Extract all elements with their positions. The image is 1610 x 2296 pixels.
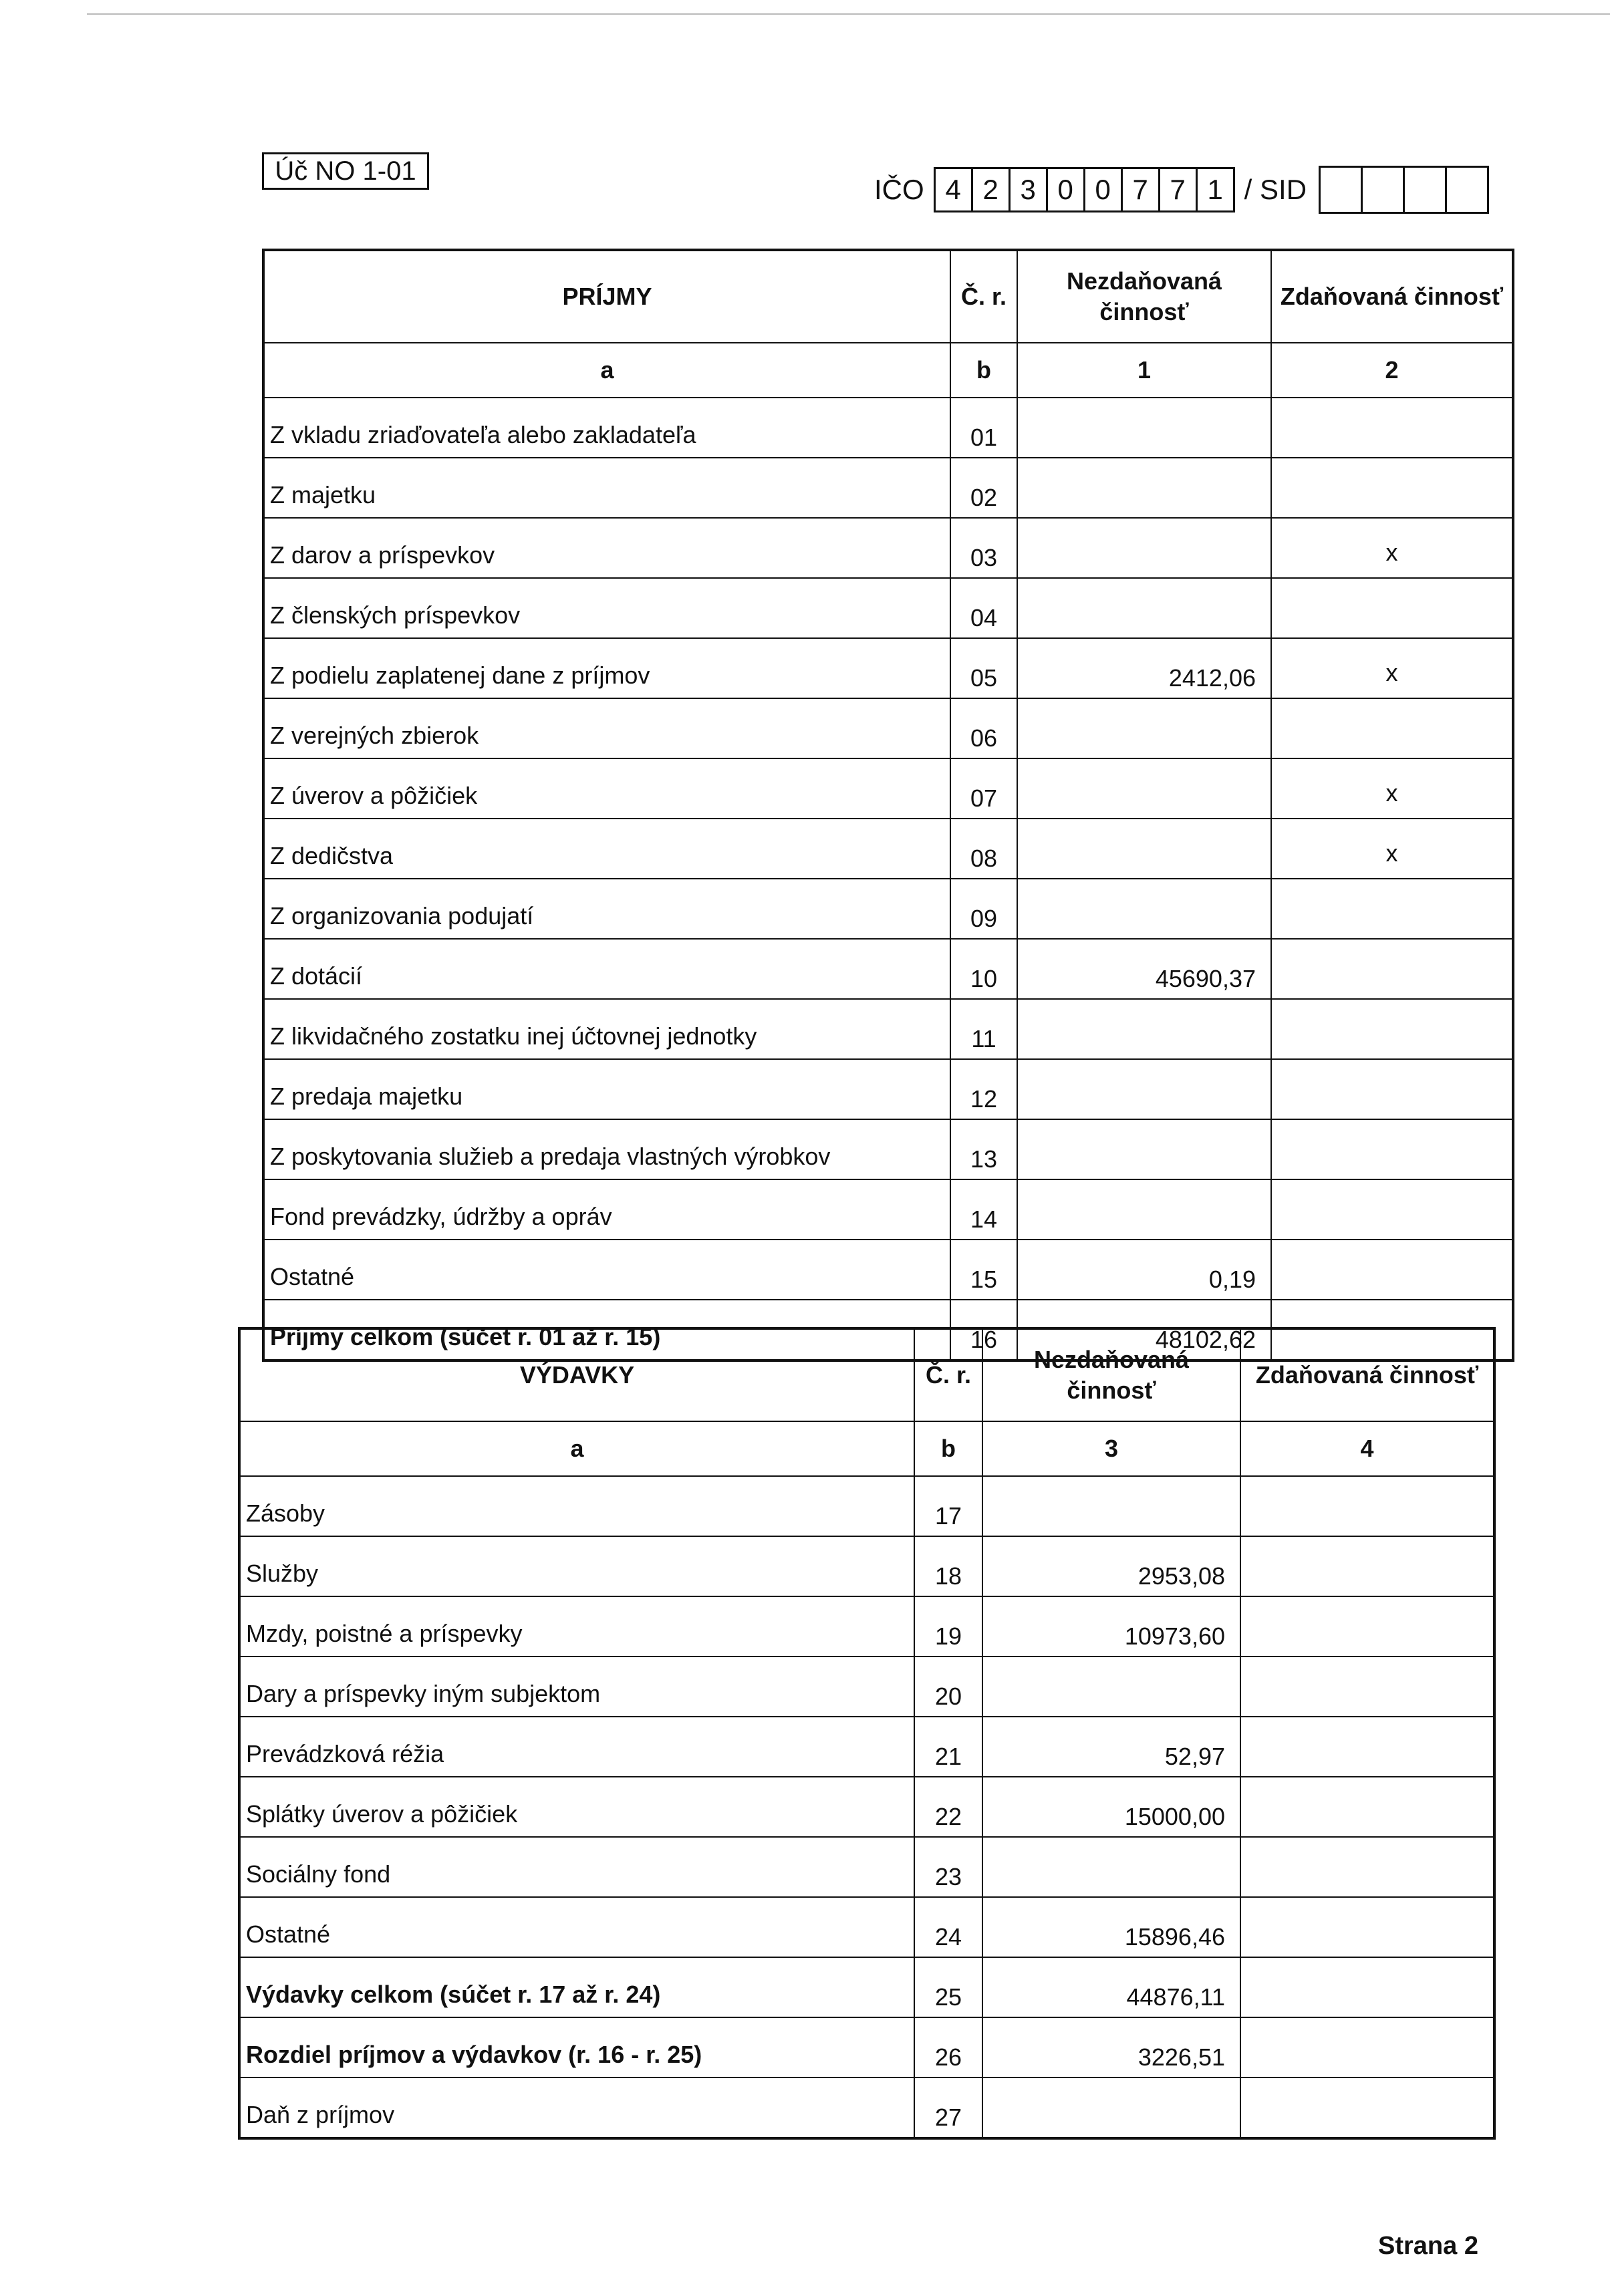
ico-boxes (934, 167, 1235, 212)
sid-box (1363, 168, 1405, 212)
expense-col-taxed: Zdaňovaná činnosť (1240, 1328, 1494, 1421)
income-row-taxed-value (1271, 1059, 1513, 1119)
income-row-number: 15 (950, 1240, 1017, 1300)
income-row-taxed-value (1271, 999, 1513, 1059)
income-row-number: 04 (950, 578, 1017, 638)
expense-table (238, 1327, 1496, 2140)
income-row-label: Ostatné (263, 1240, 950, 1300)
ico-digit: 3 (1011, 169, 1048, 210)
expense-row-taxed-value (1240, 1717, 1494, 1777)
expense-row-number: 18 (914, 1536, 982, 1596)
table-row (263, 458, 1513, 518)
income-row-label: Príjmy celkom (súčet r. 01 až r. 15) (263, 1300, 950, 1360)
table-row (263, 999, 1513, 1059)
expense-row-taxed-value (1240, 1897, 1494, 1957)
income-row-label: Z darov a príspevkov (263, 518, 950, 578)
table-row (239, 1897, 1494, 1957)
income-row-untaxed-value (1017, 1119, 1271, 1179)
income-row-untaxed-value (1017, 819, 1271, 879)
expense-sub-a: a (239, 1421, 914, 1476)
income-row-label: Z úverov a pôžičiek (263, 758, 950, 819)
table-row (263, 1179, 1513, 1240)
table-row (263, 879, 1513, 939)
income-row-number: 05 (950, 638, 1017, 698)
table-row (263, 518, 1513, 578)
expense-row-label: Mzdy, poistné a príspevky (239, 1596, 914, 1657)
expense-row-label: Služby (239, 1536, 914, 1596)
expense-subheader-row (239, 1421, 1494, 1476)
table-row (263, 578, 1513, 638)
income-row-untaxed-value: 2412,06 (1017, 638, 1271, 698)
expense-row-label: Dary a príspevky iným subjektom (239, 1657, 914, 1717)
ico-digit: 4 (936, 169, 973, 210)
expense-row-number: 23 (914, 1837, 982, 1897)
income-row-number: 06 (950, 698, 1017, 758)
income-row-label: Z členských príspevkov (263, 578, 950, 638)
expense-row-number: 27 (914, 2077, 982, 2138)
income-body (263, 398, 1513, 1360)
expense-row-number: 17 (914, 1476, 982, 1536)
income-row-untaxed-value: 45690,37 (1017, 939, 1271, 999)
income-table (262, 249, 1514, 1362)
income-row-untaxed-value (1017, 698, 1271, 758)
income-row-untaxed-value (1017, 999, 1271, 1059)
table-row (239, 1476, 1494, 1536)
expense-row-taxed-value (1240, 2077, 1494, 2138)
income-sub-1: 1 (1017, 343, 1271, 398)
income-row-taxed-value (1271, 458, 1513, 518)
expense-row-number: 20 (914, 1657, 982, 1717)
form-code: Úč NO 1-01 (262, 152, 429, 190)
income-title: PRÍJMY (263, 250, 950, 343)
table-row (239, 1536, 1494, 1596)
ico-label: IČO (874, 174, 924, 205)
income-row-number: 09 (950, 879, 1017, 939)
expense-row-taxed-value (1240, 1837, 1494, 1897)
table-row (239, 2017, 1494, 2077)
table-row (263, 638, 1513, 698)
sid-box (1321, 168, 1363, 212)
expense-row-untaxed-value: 10973,60 (982, 1596, 1240, 1657)
income-row-taxed-value (1271, 1179, 1513, 1240)
expense-row-untaxed-value: 3226,51 (982, 2017, 1240, 2077)
income-col-row: Č. r. (950, 250, 1017, 343)
expense-row-taxed-value (1240, 1777, 1494, 1837)
income-row-untaxed-value (1017, 398, 1271, 458)
expense-row-untaxed-value: 15000,00 (982, 1777, 1240, 1837)
expense-row-number: 22 (914, 1777, 982, 1837)
expense-sub-3: 3 (982, 1421, 1240, 1476)
income-row-label: Z poskytovania služieb a predaja vlastných výrobkov (263, 1119, 950, 1179)
income-row-number: 08 (950, 819, 1017, 879)
table-row (263, 1240, 1513, 1300)
income-row-untaxed-value (1017, 518, 1271, 578)
expense-row-label: Ostatné (239, 1897, 914, 1957)
expense-row-taxed-value (1240, 1476, 1494, 1536)
income-row-number: 03 (950, 518, 1017, 578)
income-row-label: Z dedičstva (263, 819, 950, 879)
table-row (263, 398, 1513, 458)
expense-row-taxed-value (1240, 2017, 1494, 2077)
ico-digit: 7 (1123, 169, 1160, 210)
table-row (239, 1657, 1494, 1717)
income-row-number: 16 (950, 1300, 1017, 1360)
ico-sid-header (874, 166, 1489, 214)
table-row (263, 1119, 1513, 1179)
expense-row-untaxed-value: 44876,11 (982, 1957, 1240, 2017)
expense-row-untaxed-value: 15896,46 (982, 1897, 1240, 1957)
table-row (263, 698, 1513, 758)
expense-body (239, 1476, 1494, 2138)
expense-row-taxed-value (1240, 1596, 1494, 1657)
table-row (239, 1777, 1494, 1837)
expense-row-taxed-value (1240, 1957, 1494, 2017)
income-row-label: Z majetku (263, 458, 950, 518)
income-row-taxed-value (1271, 939, 1513, 999)
income-row-number: 11 (950, 999, 1017, 1059)
expense-row-label: Rozdiel príjmov a výdavkov (r. 16 - r. 25) (239, 2017, 914, 2077)
ico-digit: 7 (1160, 169, 1198, 210)
income-sub-a: a (263, 343, 950, 398)
sid-boxes (1319, 166, 1489, 214)
income-row-taxed-value (1271, 1240, 1513, 1300)
income-row-taxed-value (1271, 398, 1513, 458)
income-row-label: Z organizovania podujatí (263, 879, 950, 939)
income-row-untaxed-value: 48102,62 (1017, 1300, 1271, 1360)
sid-box (1405, 168, 1447, 212)
table-row (263, 939, 1513, 999)
income-row-untaxed-value (1017, 879, 1271, 939)
income-row-number: 07 (950, 758, 1017, 819)
income-row-label: Z dotácií (263, 939, 950, 999)
income-header-row (263, 250, 1513, 343)
expense-row-number: 25 (914, 1957, 982, 2017)
table-row (239, 2077, 1494, 2138)
ico-digit: 0 (1085, 169, 1123, 210)
income-row-untaxed-value (1017, 578, 1271, 638)
income-sub-b: b (950, 343, 1017, 398)
table-row (239, 1717, 1494, 1777)
expense-title: VÝDAVKY (239, 1328, 914, 1421)
income-row-taxed-value: x (1271, 518, 1513, 578)
expense-row-number: 21 (914, 1717, 982, 1777)
expense-row-label: Prevádzková réžia (239, 1717, 914, 1777)
table-row (239, 1957, 1494, 2017)
ico-digit: 1 (1207, 174, 1223, 205)
expense-row-untaxed-value: 52,97 (982, 1717, 1240, 1777)
income-row-label: Z vkladu zriaďovateľa alebo zakladateľa (263, 398, 950, 458)
expense-row-label: Výdavky celkom (súčet r. 17 až r. 24) (239, 1957, 914, 2017)
income-row-label: Z predaja majetku (263, 1059, 950, 1119)
ico-digit: 0 (1048, 169, 1085, 210)
income-row-taxed-value: x (1271, 819, 1513, 879)
page-number: Strana 2 (1378, 2232, 1478, 2260)
income-row-label: Z podielu zaplatenej dane z príjmov (263, 638, 950, 698)
top-rule (87, 13, 1610, 15)
expense-row-number: 19 (914, 1596, 982, 1657)
income-row-untaxed-value (1017, 458, 1271, 518)
expense-row-label: Splátky úverov a pôžičiek (239, 1777, 914, 1837)
income-row-untaxed-value (1017, 1179, 1271, 1240)
income-row-label: Z likvidačného zostatku inej účtovnej jednotky (263, 999, 950, 1059)
expense-sub-b: b (914, 1421, 982, 1476)
income-row-label: Fond prevádzky, údržby a opráv (263, 1179, 950, 1240)
income-row-label: Z verejných zbierok (263, 698, 950, 758)
expense-row-untaxed-value (982, 2077, 1240, 2138)
income-row-number: 13 (950, 1119, 1017, 1179)
ico-digit: 2 (973, 169, 1011, 210)
expense-row-label: Sociálny fond (239, 1837, 914, 1897)
sid-label: / SID (1244, 174, 1307, 205)
table-row (263, 1059, 1513, 1119)
income-row-untaxed-value: 0,19 (1017, 1240, 1271, 1300)
expense-row-untaxed-value (982, 1837, 1240, 1897)
expense-row-label: Daň z príjmov (239, 2077, 914, 2138)
table-row (263, 819, 1513, 879)
income-row-number: 01 (950, 398, 1017, 458)
income-row-taxed-value (1271, 578, 1513, 638)
expense-sub-4: 4 (1240, 1421, 1494, 1476)
income-sub-2: 2 (1271, 343, 1513, 398)
expense-header-row (239, 1328, 1494, 1421)
expense-col-row: Č. r. (914, 1328, 982, 1421)
expense-row-untaxed-value (982, 1657, 1240, 1717)
expense-row-untaxed-value: 2953,08 (982, 1536, 1240, 1596)
expense-row-taxed-value (1240, 1657, 1494, 1717)
income-row-taxed-value: x (1271, 758, 1513, 819)
income-row-number: 12 (950, 1059, 1017, 1119)
income-subheader-row (263, 343, 1513, 398)
expense-row-label: Zásoby (239, 1476, 914, 1536)
income-row-taxed-value (1271, 879, 1513, 939)
table-row (239, 1596, 1494, 1657)
income-col-untaxed: Nezdaňovaná činnosť (1017, 250, 1271, 343)
income-row-taxed-value: x (1271, 638, 1513, 698)
income-row-number: 10 (950, 939, 1017, 999)
expense-col-untaxed: Nezdaňovaná činnosť (982, 1328, 1240, 1421)
expense-row-number: 24 (914, 1897, 982, 1957)
income-col-taxed: Zdaňovaná činnosť (1271, 250, 1513, 343)
income-row-taxed-value (1271, 1119, 1513, 1179)
expense-row-untaxed-value (982, 1476, 1240, 1536)
sid-box (1447, 168, 1487, 212)
income-row-untaxed-value (1017, 1059, 1271, 1119)
table-row (263, 758, 1513, 819)
income-row-number: 14 (950, 1179, 1017, 1240)
expense-row-number: 26 (914, 2017, 982, 2077)
expense-row-taxed-value (1240, 1536, 1494, 1596)
income-row-untaxed-value (1017, 758, 1271, 819)
income-row-taxed-value (1271, 698, 1513, 758)
income-row-number: 02 (950, 458, 1017, 518)
table-row (239, 1837, 1494, 1897)
